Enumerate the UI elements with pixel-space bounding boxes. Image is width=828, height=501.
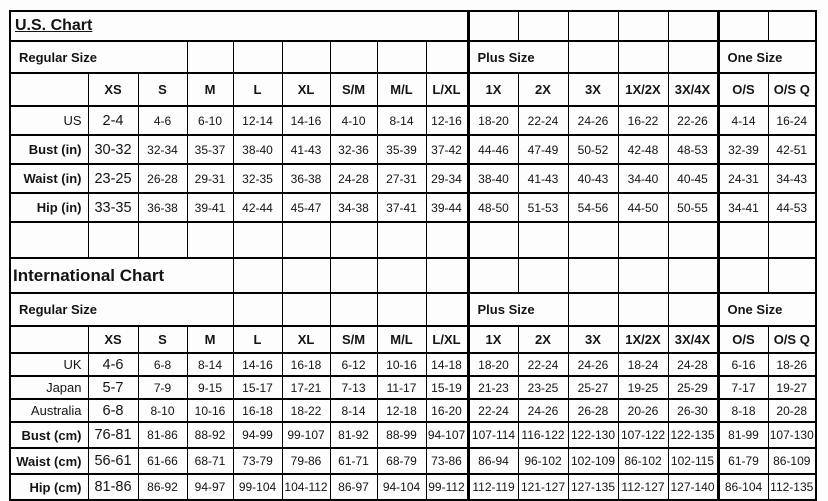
cell: 44-50 <box>618 193 668 222</box>
cell: 81-99 <box>718 422 768 448</box>
cell: 24-28 <box>668 353 718 376</box>
empty-cell <box>138 222 187 258</box>
cell: 50-52 <box>568 135 618 164</box>
cell: 6-8 <box>138 353 187 376</box>
cell: 88-99 <box>377 422 426 448</box>
cell: 8-14 <box>377 106 426 135</box>
cell: 94-97 <box>187 474 233 500</box>
empty-cell <box>233 293 282 326</box>
cell: 68-79 <box>377 448 426 474</box>
us-title-row <box>10 11 816 41</box>
row-label: Waist (cm) <box>10 448 88 474</box>
cell: 20-26 <box>618 399 668 422</box>
empty-cell <box>330 293 377 326</box>
group-label-regular: Regular Size <box>10 293 233 326</box>
empty-cell <box>518 11 568 41</box>
spacer-section <box>10 222 816 258</box>
empty-cell <box>282 222 330 258</box>
cell: 19-27 <box>768 376 816 399</box>
cell: 68-71 <box>187 448 233 474</box>
table-row <box>10 164 816 193</box>
empty-cell <box>568 293 618 326</box>
cell: 88-92 <box>187 422 233 448</box>
empty-cell <box>468 258 518 293</box>
cell: 15-17 <box>233 376 282 399</box>
column-header: O/S Q <box>768 73 816 106</box>
row-label: Hip (cm) <box>10 474 88 500</box>
us-data-rows <box>10 106 816 222</box>
cell: 12-14 <box>233 106 282 135</box>
empty-cell <box>618 41 668 73</box>
cell: 99-112 <box>426 474 468 500</box>
column-header: 2X <box>518 326 568 353</box>
cell: 22-26 <box>668 106 718 135</box>
table-row <box>10 193 816 222</box>
row-label: Hip (in) <box>10 193 88 222</box>
empty-cell <box>330 41 377 73</box>
empty-cell <box>718 222 768 258</box>
column-header: XS <box>88 73 138 106</box>
us-chart-title: U.S. Chart <box>10 11 468 41</box>
cell: 25-27 <box>568 376 618 399</box>
cell: 94-99 <box>233 422 282 448</box>
cell: 81-92 <box>330 422 377 448</box>
empty-cell <box>518 222 568 258</box>
cell: 61-66 <box>138 448 187 474</box>
cell: 121-127 <box>518 474 568 500</box>
row-label: Australia <box>10 399 88 422</box>
cell: 50-55 <box>668 193 718 222</box>
empty-cell <box>330 222 377 258</box>
empty-cell <box>768 11 816 41</box>
cell: 76-81 <box>88 422 138 448</box>
cell: 18-26 <box>768 353 816 376</box>
column-header: S <box>138 326 187 353</box>
cell: 44-46 <box>468 135 518 164</box>
column-header: S/M <box>330 326 377 353</box>
cell: 104-112 <box>282 474 330 500</box>
cell: 32-34 <box>138 135 187 164</box>
table-row <box>10 474 816 500</box>
intl-data-rows <box>10 353 816 500</box>
cell: 86-102 <box>618 448 668 474</box>
spacer-row <box>10 222 816 258</box>
empty-cell <box>377 41 426 73</box>
empty-cell <box>233 222 282 258</box>
column-header: S/M <box>330 73 377 106</box>
cell: 4-10 <box>330 106 377 135</box>
column-header: O/S <box>718 73 768 106</box>
cell: 16-22 <box>618 106 668 135</box>
cell: 54-56 <box>568 193 618 222</box>
cell: 32-35 <box>233 164 282 193</box>
cell: 10-16 <box>187 399 233 422</box>
cell: 7-13 <box>330 376 377 399</box>
cell: 6-8 <box>88 399 138 422</box>
us-column-header-row <box>10 73 816 106</box>
cell: 24-26 <box>568 353 618 376</box>
table-row <box>10 135 816 164</box>
cell: 86-94 <box>468 448 518 474</box>
cell: 26-28 <box>568 399 618 422</box>
cell: 38-40 <box>233 135 282 164</box>
cell: 107-122 <box>618 422 668 448</box>
cell: 20-28 <box>768 399 816 422</box>
cell: 99-107 <box>282 422 330 448</box>
cell: 127-135 <box>568 474 618 500</box>
cell: 34-40 <box>618 164 668 193</box>
cell: 112-119 <box>468 474 518 500</box>
row-label: UK <box>10 353 88 376</box>
cell: 25-29 <box>668 376 718 399</box>
empty-cell <box>187 41 233 73</box>
empty-cell <box>668 11 718 41</box>
cell: 8-18 <box>718 399 768 422</box>
group-label-plus: Plus Size <box>468 41 568 73</box>
cell: 61-71 <box>330 448 377 474</box>
cell: 22-24 <box>468 399 518 422</box>
cell: 4-6 <box>138 106 187 135</box>
cell: 23-25 <box>88 164 138 193</box>
cell: 99-104 <box>233 474 282 500</box>
column-header: L <box>233 73 282 106</box>
column-header: 1X/2X <box>618 73 668 106</box>
cell: 26-30 <box>668 399 718 422</box>
cell: 23-25 <box>518 376 568 399</box>
cell: 47-49 <box>518 135 568 164</box>
cell: 29-34 <box>426 164 468 193</box>
empty-cell <box>618 258 668 293</box>
cell: 107-130 <box>768 422 816 448</box>
empty-cell <box>377 222 426 258</box>
cell: 6-16 <box>718 353 768 376</box>
empty-cell <box>468 11 518 41</box>
group-label-one: One Size <box>718 41 816 73</box>
column-header: M <box>187 73 233 106</box>
cell: 122-135 <box>668 422 718 448</box>
column-header: 1X <box>468 326 518 353</box>
cell: 16-18 <box>233 399 282 422</box>
empty-cell <box>618 11 668 41</box>
empty-cell <box>768 258 816 293</box>
cell: 14-16 <box>282 106 330 135</box>
cell: 6-12 <box>330 353 377 376</box>
cell: 40-43 <box>568 164 618 193</box>
column-header: L <box>233 326 282 353</box>
empty-cell <box>668 41 718 73</box>
cell: 24-26 <box>518 399 568 422</box>
cell: 35-39 <box>377 135 426 164</box>
cell: 36-38 <box>282 164 330 193</box>
cell: 122-130 <box>568 422 618 448</box>
column-header: L/XL <box>426 73 468 106</box>
column-header: 3X/4X <box>668 326 718 353</box>
cell: 112-127 <box>618 474 668 500</box>
cell: 5-7 <box>88 376 138 399</box>
cell: 8-14 <box>187 353 233 376</box>
empty-cell <box>377 258 426 293</box>
table-row <box>10 376 816 399</box>
column-header: 1X/2X <box>618 326 668 353</box>
cell: 7-17 <box>718 376 768 399</box>
cell: 34-43 <box>768 164 816 193</box>
column-header: XL <box>282 326 330 353</box>
empty-cell <box>187 222 233 258</box>
cell: 14-18 <box>426 353 468 376</box>
group-label-regular: Regular Size <box>10 41 187 73</box>
cell: 24-28 <box>330 164 377 193</box>
cell: 10-16 <box>377 353 426 376</box>
cell: 39-44 <box>426 193 468 222</box>
column-header: 1X <box>468 73 518 106</box>
intl-title-row <box>10 258 816 293</box>
column-header: S <box>138 73 187 106</box>
cell: 73-86 <box>426 448 468 474</box>
cell: 86-109 <box>768 448 816 474</box>
cell: 42-44 <box>233 193 282 222</box>
cell: 18-20 <box>468 106 518 135</box>
us-chart-header-section <box>10 11 816 106</box>
cell: 14-16 <box>233 353 282 376</box>
empty-cell <box>668 222 718 258</box>
empty-cell <box>426 258 468 293</box>
cell: 12-18 <box>377 399 426 422</box>
cell: 86-104 <box>718 474 768 500</box>
cell: 21-23 <box>468 376 518 399</box>
empty-cell <box>88 222 138 258</box>
cell: 35-37 <box>187 135 233 164</box>
cell: 7-9 <box>138 376 187 399</box>
cell: 8-10 <box>138 399 187 422</box>
cell: 4-14 <box>718 106 768 135</box>
cell: 11-17 <box>377 376 426 399</box>
column-header: 2X <box>518 73 568 106</box>
us-size-group-row <box>10 41 816 73</box>
cell: 32-39 <box>718 135 768 164</box>
row-label: Japan <box>10 376 88 399</box>
table-row <box>10 422 816 448</box>
cell: 38-40 <box>468 164 518 193</box>
cell: 94-104 <box>377 474 426 500</box>
cell: 81-86 <box>88 474 138 500</box>
cell: 61-79 <box>718 448 768 474</box>
cell: 86-92 <box>138 474 187 500</box>
group-label-one: One Size <box>718 293 816 326</box>
column-header: M <box>187 326 233 353</box>
empty-cell <box>568 222 618 258</box>
cell: 17-21 <box>282 376 330 399</box>
column-header: O/S <box>718 326 768 353</box>
empty-cell <box>10 73 88 106</box>
cell: 24-31 <box>718 164 768 193</box>
empty-cell <box>10 326 88 353</box>
intl-column-header-row <box>10 326 816 353</box>
cell: 18-24 <box>618 353 668 376</box>
cell: 127-140 <box>668 474 718 500</box>
column-header: M/L <box>377 73 426 106</box>
cell: 33-35 <box>88 193 138 222</box>
cell: 18-20 <box>468 353 518 376</box>
cell: 42-48 <box>618 135 668 164</box>
cell: 15-19 <box>426 376 468 399</box>
cell: 12-16 <box>426 106 468 135</box>
cell: 41-43 <box>518 164 568 193</box>
cell: 34-38 <box>330 193 377 222</box>
empty-cell <box>518 258 568 293</box>
cell: 45-47 <box>282 193 330 222</box>
empty-cell <box>668 258 718 293</box>
group-label-plus: Plus Size <box>468 293 568 326</box>
cell: 37-41 <box>377 193 426 222</box>
empty-cell <box>330 258 377 293</box>
cell: 102-109 <box>568 448 618 474</box>
cell: 102-115 <box>668 448 718 474</box>
empty-cell <box>768 222 816 258</box>
size-chart-table <box>9 10 817 501</box>
row-label: Bust (in) <box>10 135 88 164</box>
column-header: O/S Q <box>768 326 816 353</box>
cell: 48-50 <box>468 193 518 222</box>
cell: 36-38 <box>138 193 187 222</box>
table-row <box>10 448 816 474</box>
cell: 16-18 <box>282 353 330 376</box>
cell: 6-10 <box>187 106 233 135</box>
empty-cell <box>426 222 468 258</box>
cell: 16-24 <box>768 106 816 135</box>
empty-cell <box>282 41 330 73</box>
cell: 56-61 <box>88 448 138 474</box>
cell: 4-6 <box>88 353 138 376</box>
empty-cell <box>568 11 618 41</box>
cell: 22-24 <box>518 353 568 376</box>
cell: 19-25 <box>618 376 668 399</box>
cell: 94-107 <box>426 422 468 448</box>
cell: 29-31 <box>187 164 233 193</box>
cell: 2-4 <box>88 106 138 135</box>
column-header: M/L <box>377 326 426 353</box>
empty-cell <box>568 41 618 73</box>
cell: 79-86 <box>282 448 330 474</box>
cell: 24-26 <box>568 106 618 135</box>
intl-size-group-row <box>10 293 816 326</box>
cell: 22-24 <box>518 106 568 135</box>
empty-cell <box>718 258 768 293</box>
intl-chart-title: International Chart <box>10 258 233 293</box>
cell: 107-114 <box>468 422 518 448</box>
empty-cell <box>233 41 282 73</box>
row-label: US <box>10 106 88 135</box>
table-row <box>10 399 816 422</box>
cell: 26-28 <box>138 164 187 193</box>
cell: 18-22 <box>282 399 330 422</box>
cell: 8-14 <box>330 399 377 422</box>
cell: 81-86 <box>138 422 187 448</box>
empty-cell <box>10 222 88 258</box>
table-row <box>10 353 816 376</box>
cell: 9-15 <box>187 376 233 399</box>
cell: 34-41 <box>718 193 768 222</box>
row-label: Waist (in) <box>10 164 88 193</box>
intl-chart-header-section <box>10 258 816 353</box>
cell: 32-36 <box>330 135 377 164</box>
cell: 27-31 <box>377 164 426 193</box>
cell: 41-43 <box>282 135 330 164</box>
empty-cell <box>618 293 668 326</box>
empty-cell <box>377 293 426 326</box>
cell: 30-32 <box>88 135 138 164</box>
empty-cell <box>568 258 618 293</box>
empty-cell <box>426 41 468 73</box>
empty-cell <box>282 293 330 326</box>
cell: 116-122 <box>518 422 568 448</box>
cell: 16-20 <box>426 399 468 422</box>
column-header: 3X/4X <box>668 73 718 106</box>
empty-cell <box>233 258 282 293</box>
column-header: XS <box>88 326 138 353</box>
cell: 42-51 <box>768 135 816 164</box>
cell: 48-53 <box>668 135 718 164</box>
cell: 39-41 <box>187 193 233 222</box>
column-header: L/XL <box>426 326 468 353</box>
cell: 51-53 <box>518 193 568 222</box>
empty-cell <box>668 293 718 326</box>
cell: 73-79 <box>233 448 282 474</box>
cell: 37-42 <box>426 135 468 164</box>
empty-cell <box>282 258 330 293</box>
column-header: 3X <box>568 326 618 353</box>
empty-cell <box>426 293 468 326</box>
cell: 96-102 <box>518 448 568 474</box>
table-row <box>10 106 816 135</box>
row-label: Bust (cm) <box>10 422 88 448</box>
cell: 86-97 <box>330 474 377 500</box>
cell: 44-53 <box>768 193 816 222</box>
column-header: 3X <box>568 73 618 106</box>
empty-cell <box>468 222 518 258</box>
cell: 112-135 <box>768 474 816 500</box>
column-header: XL <box>282 73 330 106</box>
empty-cell <box>618 222 668 258</box>
empty-cell <box>718 11 768 41</box>
cell: 40-45 <box>668 164 718 193</box>
